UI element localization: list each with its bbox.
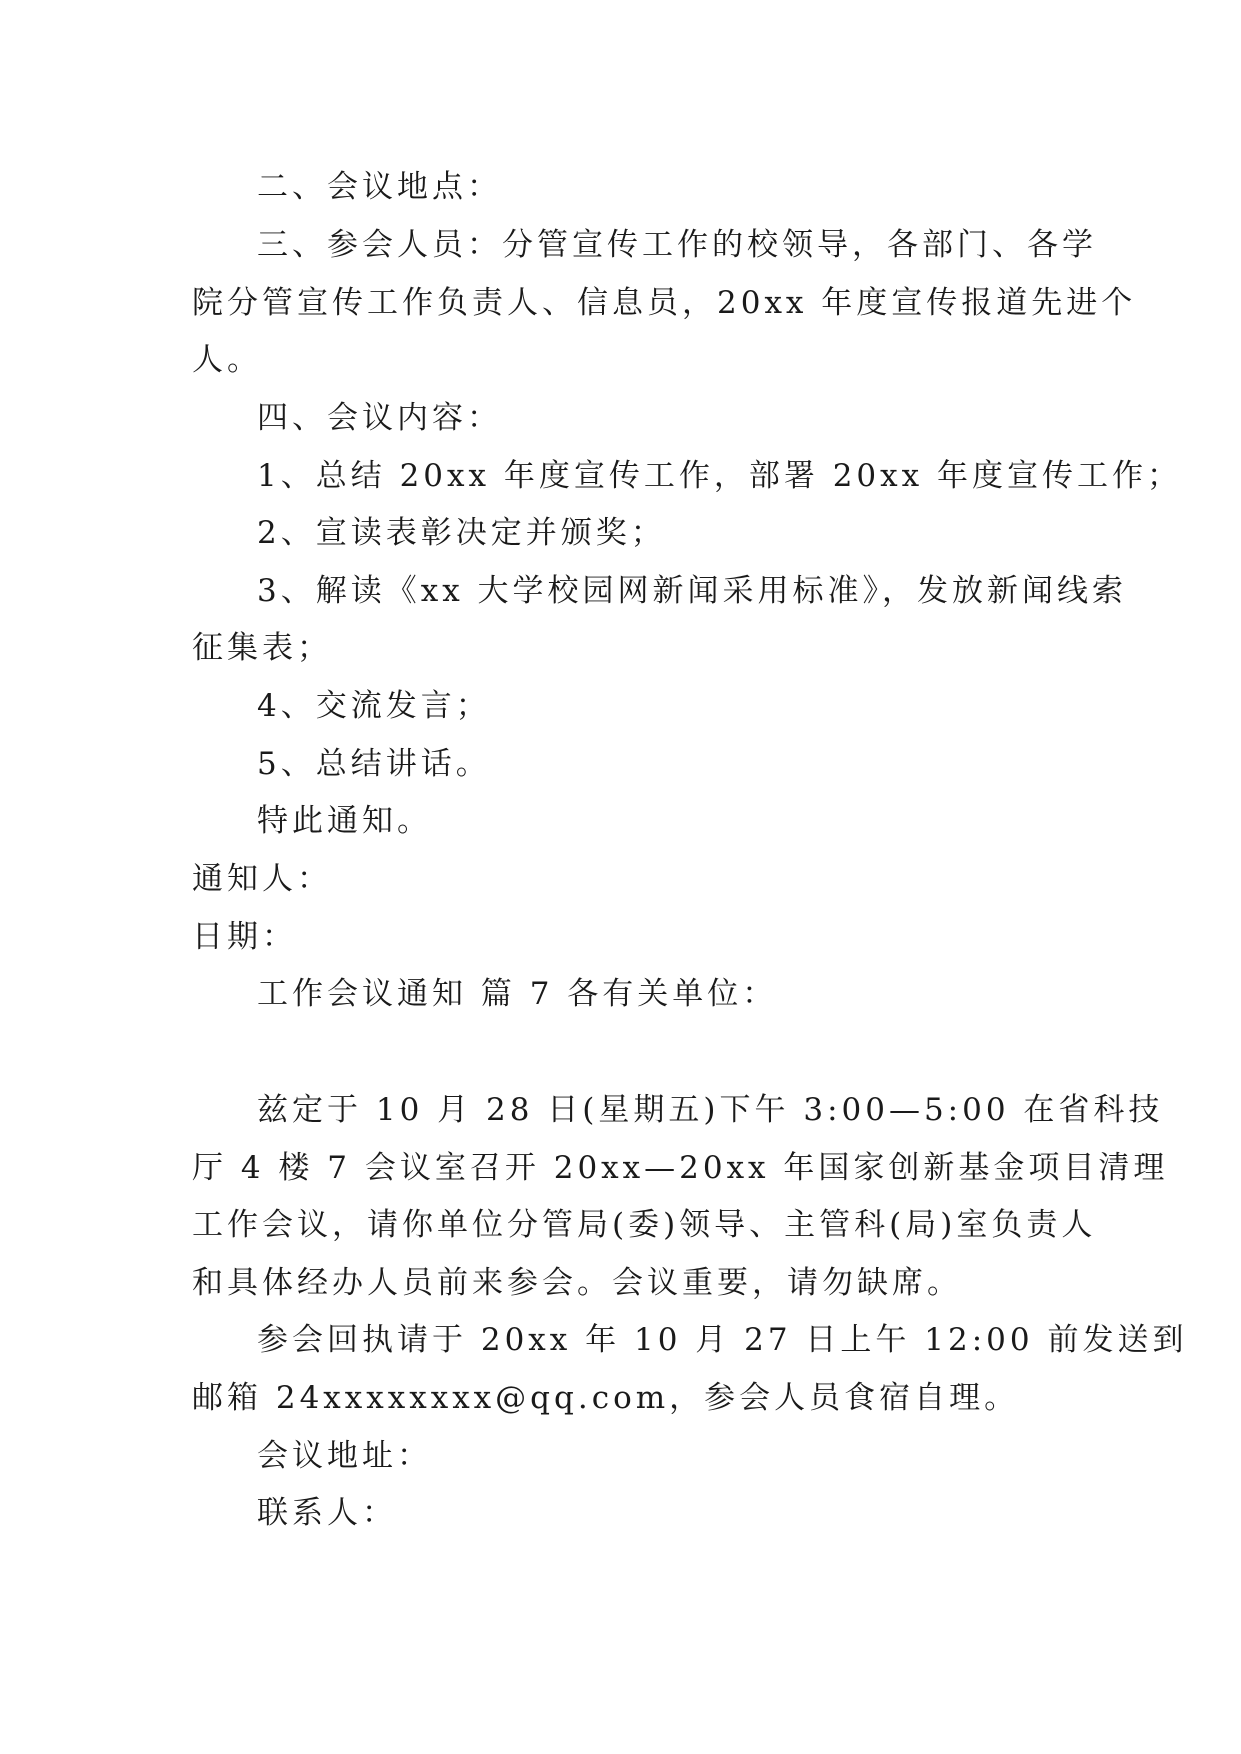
- section-title: 工作会议通知 篇 7 各有关单位：: [257, 976, 778, 1012]
- notice-paragraph-line-2: 厅 4 楼 7 会议室召开 20xx—20xx 年国家创新基金项目清理: [192, 1150, 1169, 1186]
- reply-paragraph-line-2: 邮箱 24xxxxxxxx@qq.com，参会人员食宿自理。: [192, 1380, 1020, 1416]
- meeting-location-heading: 二、会议地点：: [257, 169, 502, 205]
- agenda-item-2: 2、宣读表彰决定并颁奖；: [257, 515, 666, 551]
- meeting-content-heading: 四、会议内容：: [257, 400, 502, 436]
- agenda-item-1: 1、总结 20xx 年度宣传工作，部署 20xx 年度宣传工作；: [257, 458, 1182, 494]
- date-label: 日期：: [192, 919, 297, 955]
- agenda-item-3-line-2: 征集表；: [192, 630, 332, 666]
- notice-paragraph-line-4: 和具体经办人员前来参会。会议重要，请勿缺席。: [192, 1265, 962, 1301]
- agenda-item-3-line-1: 3、解读《xx 大学校园网新闻采用标准》，发放新闻线索: [257, 573, 1128, 609]
- attendees-paragraph-line-2: 院分管宣传工作负责人、信息员，20xx 年度宣传报道先进个: [192, 285, 1137, 321]
- meeting-address-label: 会议地址：: [257, 1438, 432, 1474]
- attendees-paragraph-line-3: 人。: [192, 342, 262, 378]
- attendees-paragraph-line-1: 三、参会人员：分管宣传工作的校领导，各部门、各学: [257, 227, 1097, 263]
- reply-paragraph-line-1: 参会回执请于 20xx 年 10 月 27 日上午 12:00 前发送到: [257, 1322, 1188, 1358]
- contact-person-label: 联系人：: [257, 1495, 397, 1531]
- closing-notice: 特此通知。: [257, 803, 432, 839]
- notifier-label: 通知人：: [192, 861, 332, 897]
- notice-paragraph-line-1: 兹定于 10 月 28 日(星期五)下午 3:00—5:00 在省科技: [257, 1092, 1164, 1128]
- agenda-item-4: 4、交流发言；: [257, 688, 491, 724]
- agenda-item-5: 5、总结讲话。: [257, 746, 491, 782]
- notice-paragraph-line-3: 工作会议，请你单位分管局(委)领导、主管科(局)室负责人: [192, 1207, 1097, 1243]
